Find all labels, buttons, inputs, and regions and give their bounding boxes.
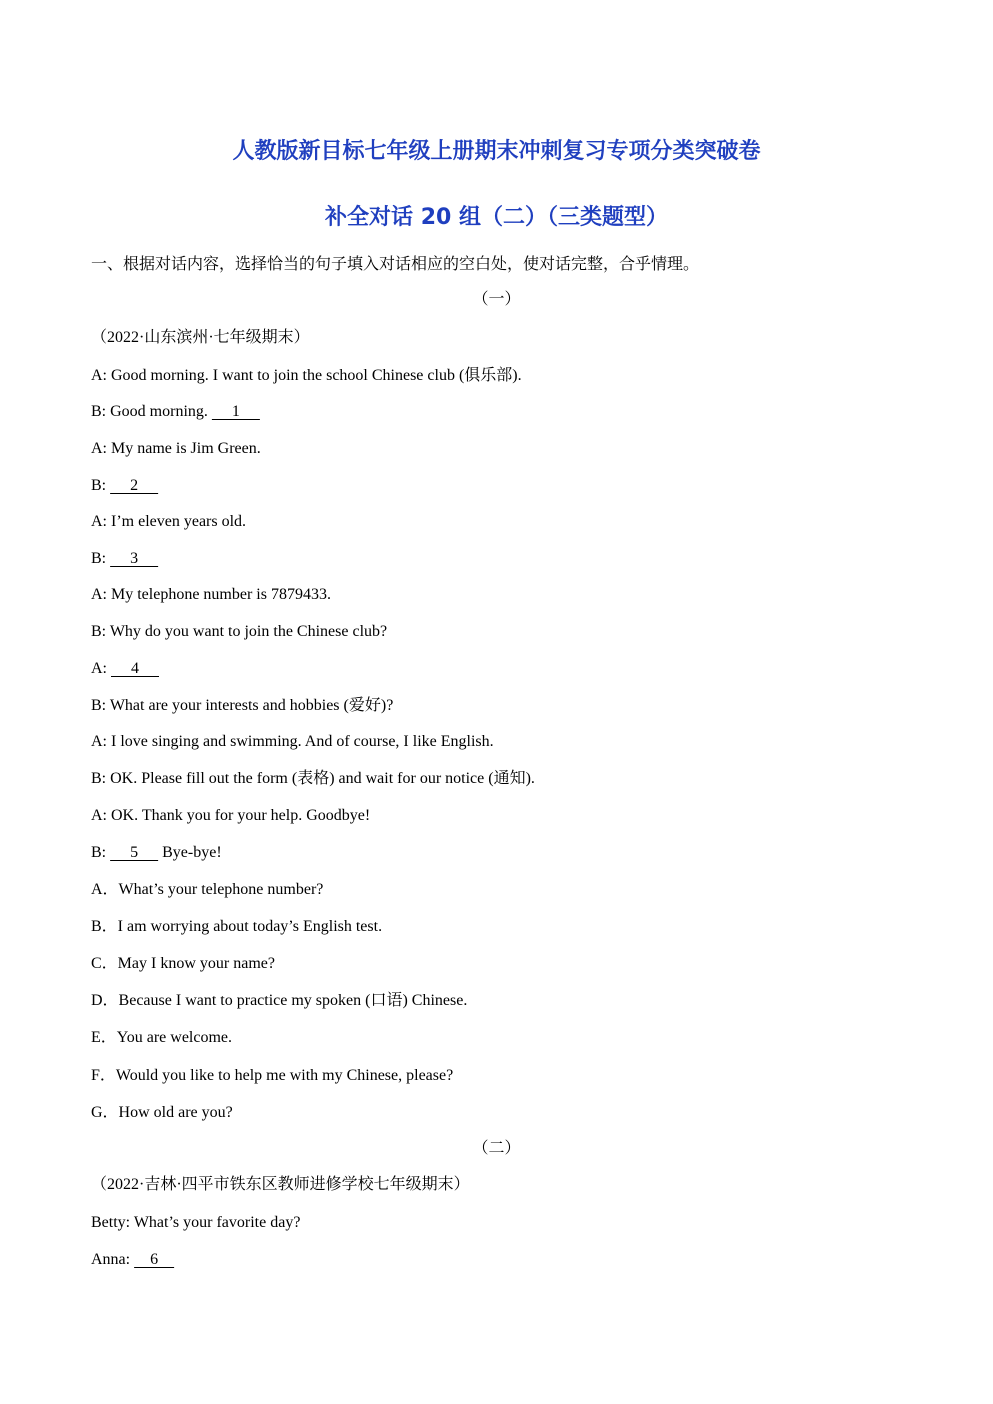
section-source: （2022·吉林·四平市铁东区教师进修学校七年级期末） [91, 1176, 470, 1193]
option-item: D．Because I want to practice my spoken (口语) Chinese. [91, 992, 468, 1009]
option-item: E．You are welcome. [91, 1029, 233, 1046]
dialogue-line: B: Why do you want to join the Chinese club? [91, 623, 388, 640]
dialogue-line: A: My telephone number is 7879433. [91, 586, 331, 603]
dialogue-line: B: OK. Please fill out the form (表格) and wait for our notice (通知). [91, 770, 535, 787]
dialogue-line: Anna: 6 [91, 1251, 175, 1268]
instruction-text: 一、根据对话内容，选择恰当的句子填入对话相应的空白处，使对话完整，合乎情理。 [91, 256, 700, 273]
dialogue-line: A: 4 [91, 660, 159, 677]
dialogue-line: A: Good morning. I want to join the school Chinese club (俱乐部). [91, 367, 522, 384]
dialogue-line: Betty: What’s your favorite day? [91, 1214, 301, 1231]
option-item: G．How old are you? [91, 1104, 233, 1121]
answer-blank: 6 [134, 1251, 175, 1268]
section-label: （一） [472, 291, 521, 308]
answer-blank: 1 [211, 403, 260, 420]
option-item: B．I am worrying about today’s English test. [91, 918, 383, 935]
answer-blank: 3 [110, 550, 159, 567]
answer-blank: 5 [110, 844, 159, 861]
dialogue-line: B: 5 Bye-bye! [91, 844, 222, 861]
dialogue-line: A: OK. Thank you for your help. Goodbye! [91, 807, 371, 824]
dialogue-line: B: 2 [91, 477, 159, 494]
document-subtitle: 补全对话 20 组（二）（三类题型） [325, 205, 668, 230]
answer-blank: 2 [110, 477, 159, 494]
dialogue-line: A: I love singing and swimming. And of course, I like English. [91, 733, 494, 750]
dialogue-line: B: What are your interests and hobbies (爱好)? [91, 697, 394, 714]
dialogue-line: B: 3 [91, 550, 159, 567]
option-item: F．Would you like to help me with my Chinese, please? [91, 1067, 454, 1084]
dialogue-line: A: I’m eleven years old. [91, 513, 247, 530]
dialogue-line: A: My name is Jim Green. [91, 440, 261, 457]
document-title: 人教版新目标七年级上册期末冲刺复习专项分类突破卷 [232, 139, 761, 164]
section-source: （2022·山东滨州·七年级期末） [91, 329, 310, 346]
option-item: C．May I know your name? [91, 955, 275, 972]
dialogue-line: B: Good morning. 1 [91, 403, 260, 420]
section-label: （二） [472, 1140, 521, 1157]
answer-blank: 4 [111, 660, 159, 677]
option-item: A．What’s your telephone number? [91, 881, 324, 898]
